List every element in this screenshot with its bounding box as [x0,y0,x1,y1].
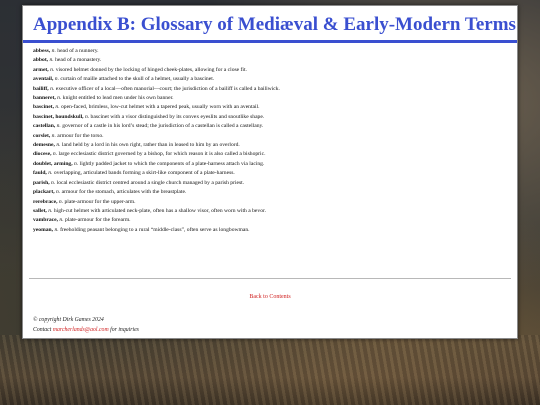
part-of-speech: n. [56,189,61,196]
glossary-definition: knight entitled to lead men under his own banner. [62,95,174,102]
glossary-definition: local ecclesiastic district centred around a single church managed by a parish priest. [56,179,245,186]
background-painting-band [0,335,540,405]
part-of-speech: n. [74,160,79,167]
content-panel [22,5,518,339]
glossary-entry [33,113,517,122]
contact-prefix: Contact [33,327,53,333]
part-of-speech: n. [84,113,90,120]
glossary-term: sallet, [33,207,47,214]
glossary-definition: head of a nunnery. [57,48,99,54]
glossary-entry [33,216,517,225]
back-to-contents-link[interactable]: Back to Contents [249,294,291,300]
glossary-term: fauld, [33,170,47,177]
glossary-entry [33,103,517,112]
glossary-definition: plate-armour for the forearm. [65,217,131,224]
part-of-speech: n. [52,151,58,158]
page-title: Appendix B: Glossary of Mediæval & Early-Modern Terms [33,14,516,35]
glossary-entry [33,179,517,188]
part-of-speech: n. [58,198,64,205]
glossary-entry [33,66,517,75]
glossary-entry [33,198,517,207]
glossary-definition: overlapping, articulated bands forming a skirt-like component of a plate-harness. [53,170,235,177]
contact-suffix: for inquiries [108,327,139,333]
glossary-term: bailiff, [33,85,49,92]
glossary-term: banneret, [33,95,56,102]
glossary-entry [33,207,517,216]
glossary-entry [33,122,517,131]
email-link[interactable]: marcherlands@aol.com [52,327,109,333]
glossary-term: bascinet, [33,104,54,111]
glossary-entry [33,226,517,235]
glossary-term: demesne, [33,142,55,149]
glossary-entry [33,94,517,103]
copyright-text: © copyright Dirk Games 2024 [33,317,104,323]
glossary-term: diocese, [33,151,52,158]
glossary-term: plackart, [33,189,55,196]
glossary-definition: visored helmet donned by the locking of hinged cheek-plates, allowing for a close fit. [55,66,247,73]
part-of-speech: n. [51,179,56,186]
part-of-speech: n. [55,104,60,111]
glossary-list [23,43,517,235]
back-to-contents-link-wrap [23,294,517,300]
glossary-definition: lightly padded jacket to which the components of a plate-harness attach via lacing. [79,160,265,167]
glossary-definition: governor of a castle in his lord’s stead; the jurisdiction of a castellan is called a castellany. [62,123,264,130]
glossary-definition: curtain of maille attached to the skull of a helmet, usually a bascinet. [60,76,215,83]
glossary-term: rerebrace, [33,198,58,205]
glossary-entry [33,188,517,197]
glossary-definition: plate-armour for the upper-arm. [64,198,136,205]
glossary-definition: high-cut helmet with articulated neck-plate, often has a shallow visor, often worn with a bevor. [53,207,266,214]
glossary-term: armet, [33,66,49,73]
glossary-entry [33,85,517,94]
glossary-entry [33,141,517,150]
part-of-speech: n. [48,170,53,177]
glossary-term: yeoman, [33,226,54,233]
glossary-definition: freeholding peasant belonging to a rural “middle-class”, often serve as longbowman. [60,226,250,233]
part-of-speech: n. [51,132,56,139]
part-of-speech: n. [50,85,55,92]
glossary-entry [33,75,517,84]
glossary-term: abbot, [33,57,49,64]
glossary-definition: executive officer of a local—often manorial—court; the jurisdiction of a bailiff is called a bailiwick. [55,85,280,92]
glossary-definition: armour for the torso. [57,132,104,139]
contact-line [33,325,139,335]
glossary-entry [33,47,517,56]
glossary-term: doublet, arming, [33,160,73,167]
part-of-speech: n. [49,57,54,64]
glossary-entry [33,150,517,159]
footer [33,315,139,335]
glossary-definition: head of a monastery. [55,57,102,64]
part-of-speech: n. [56,142,61,149]
glossary-entry [33,132,517,141]
glossary-definition: armour for the stomach, articulates with the breastplate. [61,189,187,196]
glossary-term: aventail, [33,76,54,83]
glossary-definition: open-faced, brimless, low-cut helmet with a tapered peak, usually worn with an aventail. [61,104,260,111]
footer-divider [29,278,511,279]
glossary-definition: land held by a lord in his own right, rather than in leased to him by an overlord. [61,142,240,149]
glossary-definition: bascinet with a visor distinguished by its convex eyeslits and snoutlike shape. [90,113,265,120]
part-of-speech: n. [54,226,59,233]
part-of-speech: n. [57,95,62,102]
part-of-speech: n. [51,48,56,54]
glossary-term: corslet, [33,132,51,139]
part-of-speech: n. [59,217,64,224]
glossary-term: abbess, [33,48,51,54]
part-of-speech: n. [50,66,55,73]
part-of-speech: n. [48,207,53,214]
glossary-term: bascinet, houndskull, [33,113,84,120]
glossary-term: castellan, [33,123,56,130]
glossary-term: parish, [33,179,50,186]
part-of-speech: n. [56,123,61,130]
glossary-entry [33,56,517,65]
glossary-entry [33,160,517,169]
part-of-speech: n. [54,76,59,83]
glossary-term: vambrace, [33,217,59,224]
glossary-entry [33,169,517,178]
glossary-definition: large ecclesiastic district governed by a bishop, for which reason it is also called a bishopric. [58,151,266,158]
